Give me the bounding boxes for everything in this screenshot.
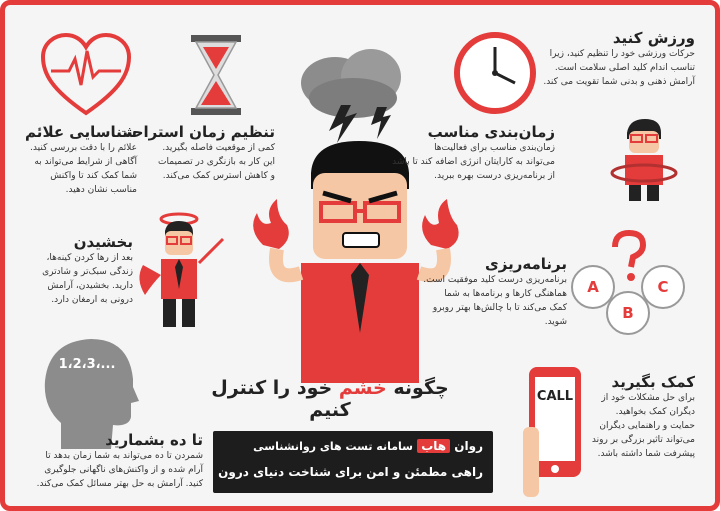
rest-line-1: کمی از موقعیت فاصله بگیرید. [162, 143, 275, 153]
section-exercise [495, 29, 695, 89]
main-title-part2: خود را کنترل کنیم [211, 377, 351, 421]
main-title [205, 377, 455, 421]
call-label: CALL [536, 389, 574, 404]
main-title-highlight: خشم [338, 377, 387, 399]
symptoms-line-3: شما کمک کند تا واکنش [50, 171, 137, 181]
rest-line-2: این کار به بازنگری در تصمیمات [158, 157, 275, 167]
planning-line-3: کمک می‌کند تا با چالش‌ها بهتر روبرو [432, 303, 567, 313]
timing-title: زمان‌بندی مناسب [427, 123, 555, 141]
help-line-2: دیگران کمک بخواهید. [615, 407, 695, 417]
planning-line-1: برنامه‌ریزی درست کلید موفقیت است. [423, 275, 567, 285]
symptoms-title: شناسایی علائم [25, 123, 137, 141]
brand-tagline-1: سامانه تست های روانشناسی [253, 440, 413, 453]
brand-name-part1: روان [454, 439, 483, 453]
heart-pulse-icon [41, 31, 131, 121]
section-forgive [17, 233, 133, 307]
planning-line-2: هماهنگی کارها و برنامه‌ها به شما [444, 289, 567, 299]
section-symptoms [17, 123, 137, 197]
brand-name-part2: هاب [417, 439, 450, 453]
forgive-line-4: درونی به ارمغان دارد. [51, 295, 133, 305]
quiz-option-a: A [571, 265, 615, 309]
planning-title: برنامه‌ریزی [485, 255, 567, 273]
exercise-line-1: حرکات ورزشی خود را تنظیم کنید، زیرا [549, 49, 695, 59]
count-line-2: آرام شده و از واکنش‌های ناگهانی جلوگیری [44, 465, 203, 475]
symptoms-line-4: مناسب نشان دهید. [65, 185, 137, 195]
planning-line-4: شوید. [544, 317, 567, 327]
exercise-line-3: آرامش ذهنی و بدنی شما تقویت می کند. [543, 77, 695, 87]
timing-line-1: زمان‌بندی مناسب برای فعالیت‌ها [434, 143, 555, 153]
count-line-1: شمردن تا ده می‌تواند به شما زمان بدهد تا [45, 451, 203, 461]
symptoms-line-1: علائم را با دقت بررسی کنید. [30, 143, 137, 153]
help-line-3: حمایت و راهنمایی دیگران [599, 421, 695, 431]
forgive-line-3: دارید. بخشیدن، آرامش [47, 281, 133, 291]
exercise-title: ورزش کنید [612, 29, 695, 47]
help-title: کمک بگیرید [611, 373, 695, 391]
quiz-option-b: B [606, 291, 650, 335]
exercise-line-2: تناسب اندام کلید اصلی سلامت است. [554, 63, 695, 73]
quiz-option-c: C [641, 265, 685, 309]
brand-line-1 [253, 439, 483, 453]
brand-box [213, 431, 493, 493]
section-planning [367, 255, 567, 329]
timing-line-2: می‌تواند به کارایتان انرژی اضافه کند تا باشد [392, 157, 555, 167]
main-title-part1: چگونه [393, 377, 449, 399]
timing-line-3: از برنامه‌ریزی درست بهره ببرید. [434, 171, 555, 181]
help-line-5: پیشرفت شما داشته باشد. [597, 449, 695, 459]
help-line-1: برای حل مشکلات خود از [601, 393, 695, 403]
section-help [565, 373, 695, 461]
forgive-line-1: بعد از رها کردن کینه‌ها، [46, 253, 133, 263]
rest-line-3: و کاهش استرس کمک می‌کند. [162, 171, 275, 181]
rest-title: تنظیم زمان استراحت [116, 123, 275, 141]
hourglass-icon [191, 35, 241, 115]
brand-tagline-2: راهی مطمئن و امن برای شناخت دنیای درون [218, 465, 483, 479]
count-line-3: کنید. آرامش به حل بهتر مسائل کمک می‌کند. [36, 479, 203, 489]
forgive-title: بخشیدن [73, 233, 133, 251]
help-line-4: می‌تواند تاثیر بزرگی بر روند [591, 435, 695, 445]
symptoms-line-2: آگاهی از شرایط می‌تواند به [34, 157, 137, 167]
forgive-line-2: زندگی سبک‌تر و شادتری [42, 267, 133, 277]
section-timing [365, 123, 555, 183]
count-numbers: 1،2،3،... [58, 357, 116, 372]
angel-man-icon [131, 209, 231, 337]
count-title: تا ده بشمارید [105, 431, 203, 449]
section-count [17, 431, 203, 491]
exercise-man-icon [609, 113, 679, 203]
